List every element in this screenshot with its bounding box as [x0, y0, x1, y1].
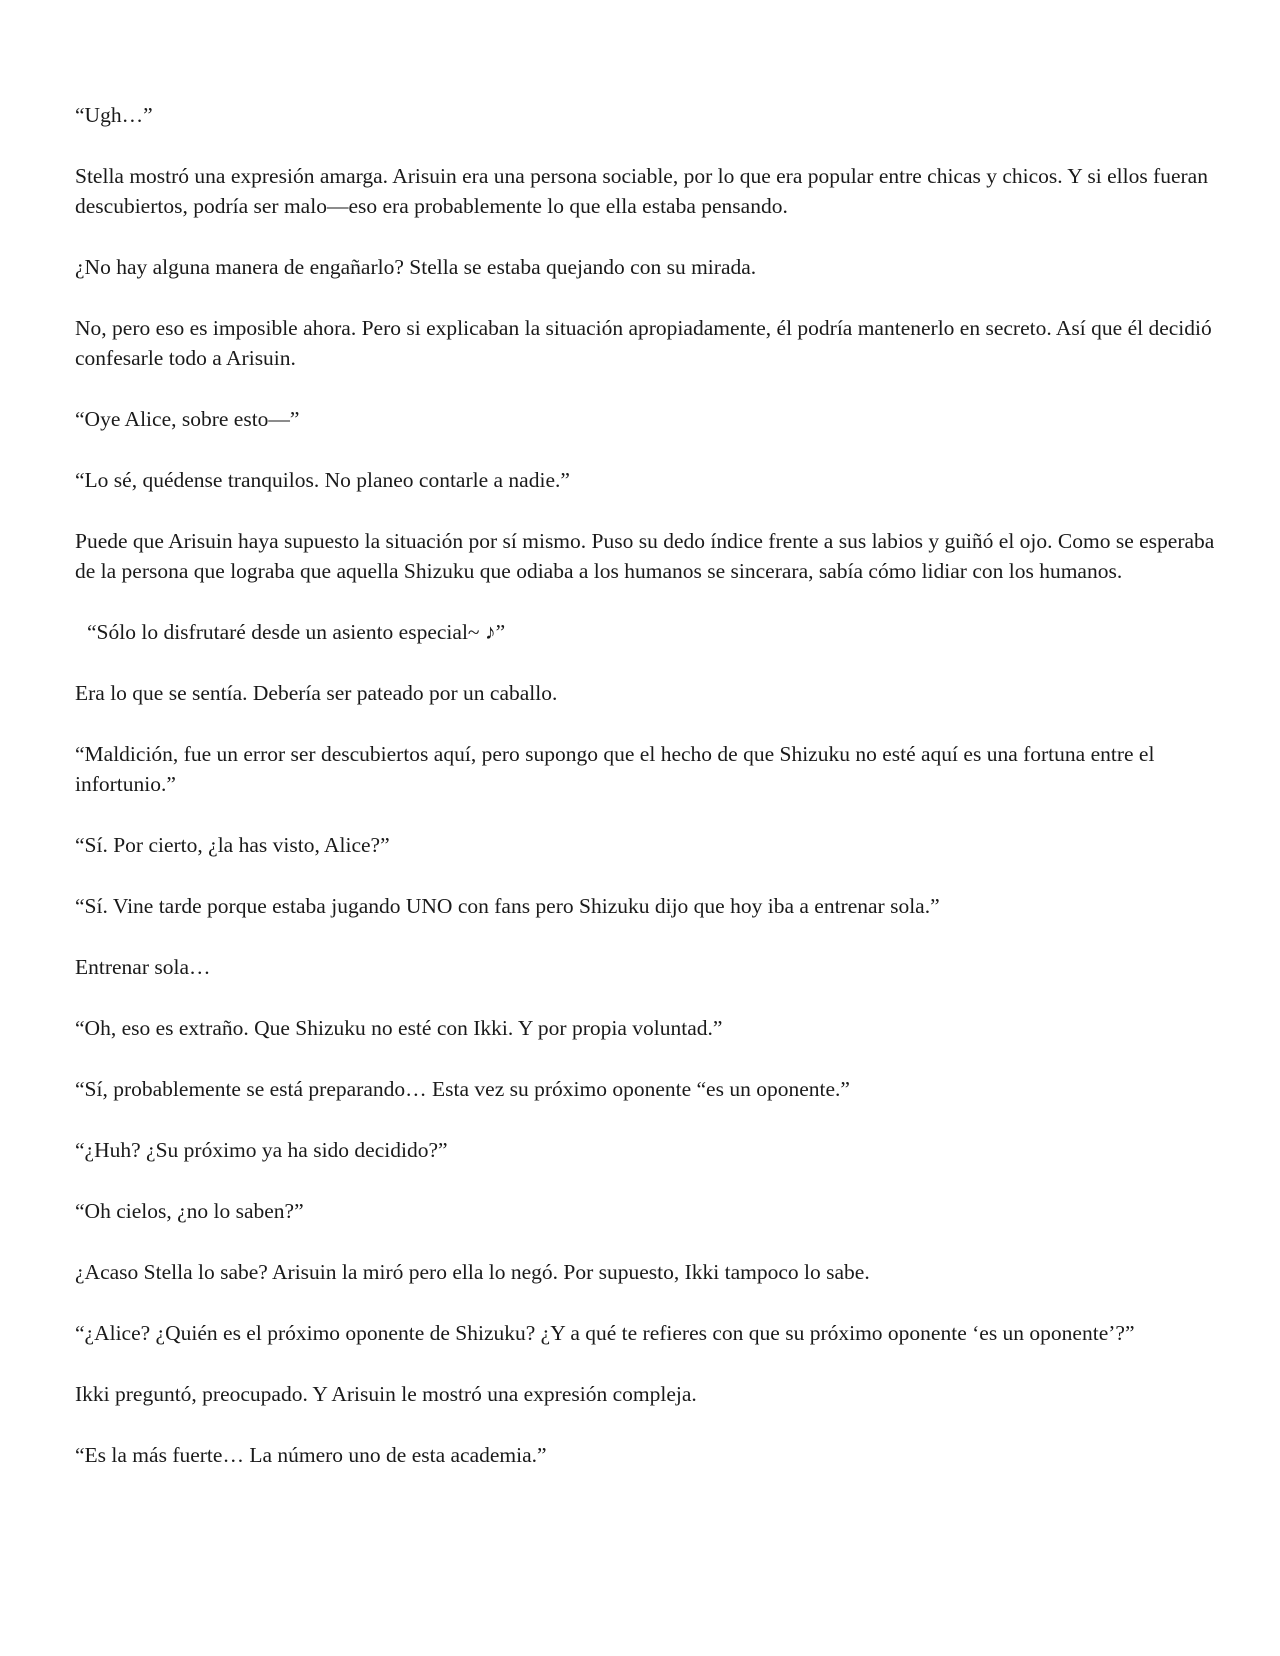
paragraph: Puede que Arisuin haya supuesto la situación por sí mismo. Puso su dedo índice frente a sus labios y guiñó el ojo. Como se esperaba de la persona que lograba que aquella Shizuku que odiaba a los humanos se sincerara, sabía cómo lidiar con los humanos. — [75, 529, 1215, 583]
paragraph: “¿Huh? ¿Su próximo ya ha sido decidido?” — [75, 1138, 448, 1162]
paragraph: “Sí, probablemente se está preparando… Esta vez su próximo oponente “es un oponente.” — [75, 1077, 850, 1101]
paragraph: Entrenar sola… — [75, 955, 211, 979]
paragraph: No, pero eso es imposible ahora. Pero si explicaban la situación apropiadamente, él podría mantenerlo en secreto. Así que él decidió confesarle todo a Arisuin. — [75, 316, 1212, 370]
paragraph: “Lo sé, quédense tranquilos. No planeo contarle a nadie.” — [75, 468, 570, 492]
paragraph: “Sí. Vine tarde porque estaba jugando UNO con fans pero Shizuku dijo que hoy iba a entrenar sola.” — [75, 894, 940, 918]
paragraph: ¿No hay alguna manera de engañarlo? Stella se estaba quejando con su mirada. — [75, 255, 757, 279]
paragraph: “Oh, eso es extraño. Que Shizuku no esté con Ikki. Y por propia voluntad.” — [75, 1016, 723, 1040]
paragraph: Stella mostró una expresión amarga. Arisuin era una persona sociable, por lo que era popular entre chicas y chicos. Y si ellos fueran descubiertos, podría ser malo—eso era probablemente lo que ella estaba pensando. — [75, 164, 1208, 218]
paragraph: “Oh cielos, ¿no lo saben?” — [75, 1199, 304, 1223]
paragraph: ¿Acaso Stella lo sabe? Arisuin la miró pero ella lo negó. Por supuesto, Ikki tampoco lo sabe. — [75, 1260, 870, 1284]
paragraph: “Es la más fuerte… La número uno de esta academia.” — [75, 1443, 547, 1467]
document-body — [75, 100, 1215, 1501]
paragraph: “Sí. Por cierto, ¿la has visto, Alice?” — [75, 833, 390, 857]
paragraph: Era lo que se sentía. Debería ser pateado por un caballo. — [75, 681, 558, 705]
paragraph: “Sólo lo disfrutaré desde un asiento especial~ ♪” — [87, 620, 506, 644]
paragraph: “¿Alice? ¿Quién es el próximo oponente de Shizuku? ¿Y a qué te refieres con que su próximo oponente ‘es un oponente’?” — [75, 1321, 1135, 1345]
paragraph: “Oye Alice, sobre esto—” — [75, 407, 300, 431]
paragraph: “Ugh…” — [75, 103, 153, 127]
paragraph: Ikki preguntó, preocupado. Y Arisuin le mostró una expresión compleja. — [75, 1382, 697, 1406]
paragraph: “Maldición, fue un error ser descubiertos aquí, pero supongo que el hecho de que Shizuku no esté aquí es una fortuna entre el infortunio.” — [75, 742, 1155, 796]
